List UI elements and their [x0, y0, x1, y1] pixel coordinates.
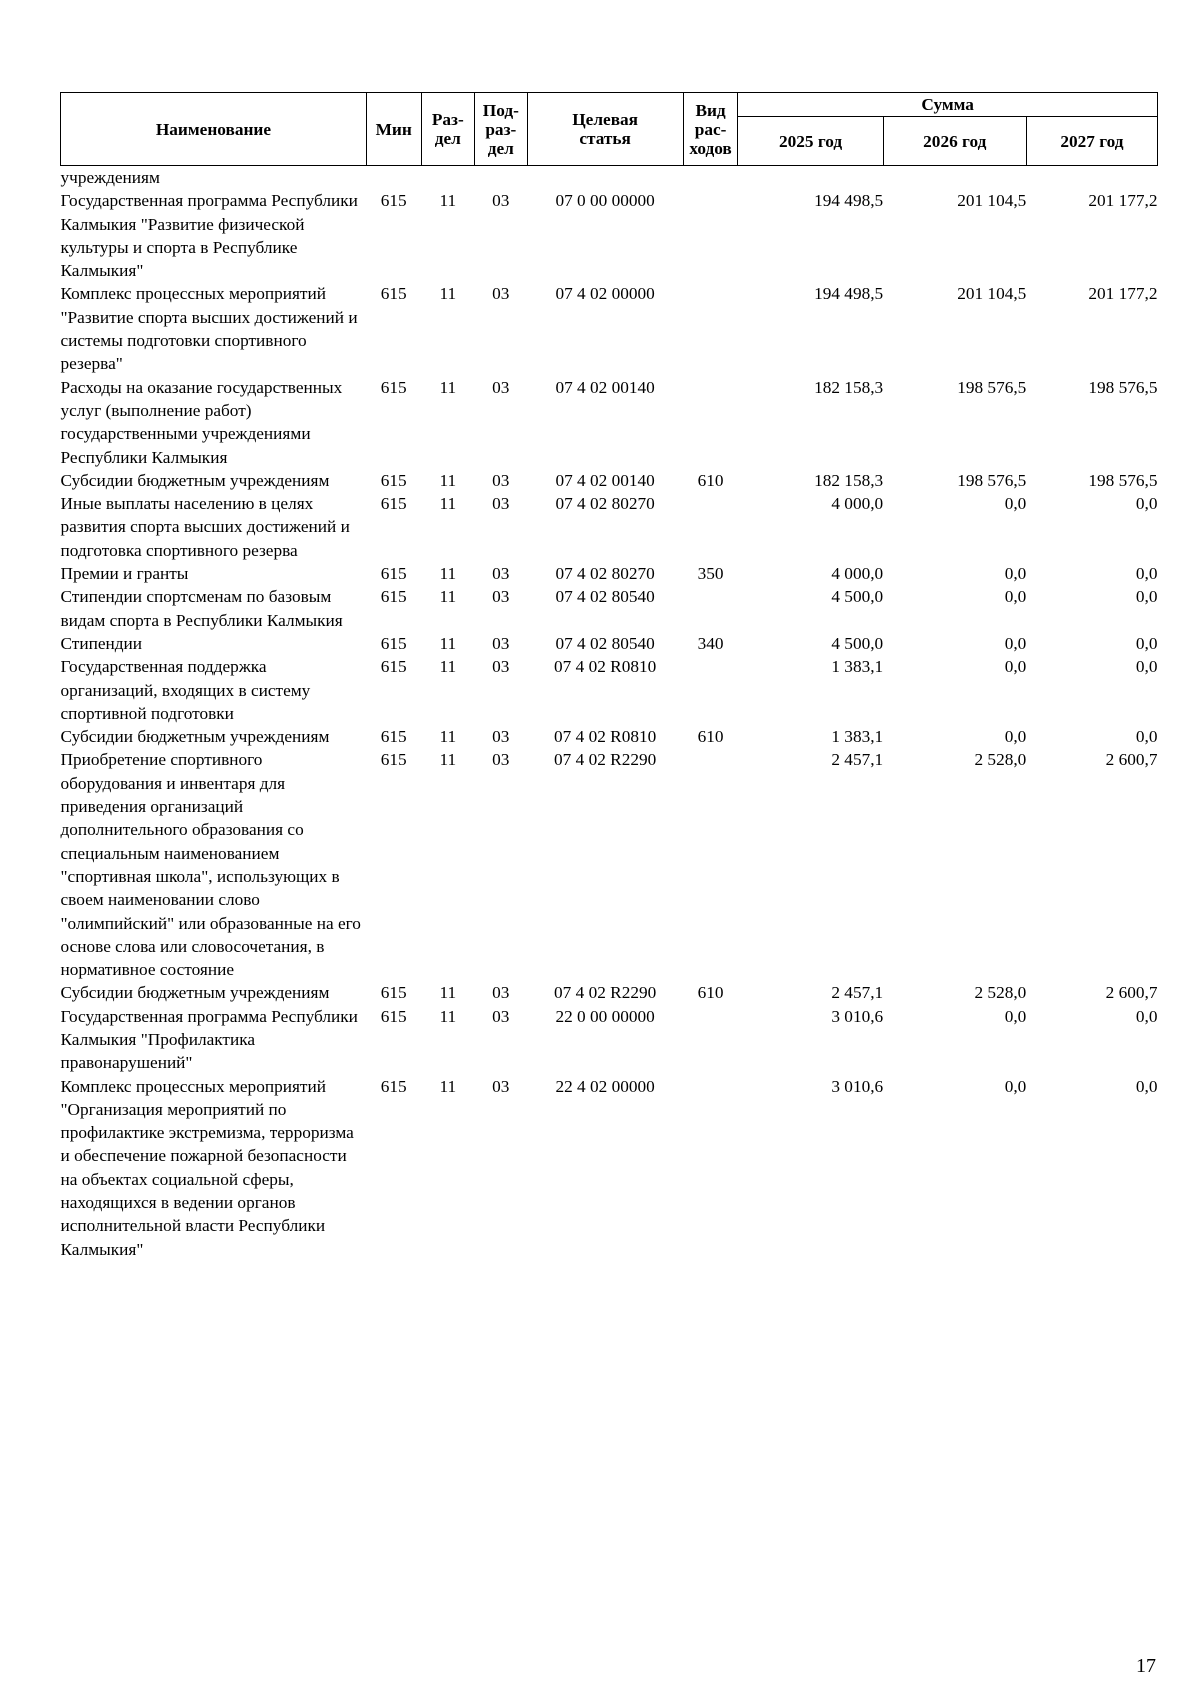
cell-razdel: 11 — [439, 587, 457, 607]
cell-razdel: 11 — [439, 1076, 457, 1096]
cell-name: Приобретение спортивного оборудования и инвентаря для приведения организаций дополнительного образования со специальным наименованием "спортивная школа", использующих в своем наименовании слово "олимпийский" или образованные на его основе слова или словосочетания, в нормативное состояние — [60, 750, 361, 980]
cell-name: Стипендии спортсменам по базовым видам спорта в Республики Калмыкия — [60, 587, 343, 630]
cell-sum-2025: 3 010,6 — [831, 1076, 884, 1096]
header-celevaya-statya: Целевая статья — [527, 93, 683, 166]
cell-sum-2026: 198 576,5 — [957, 377, 1027, 397]
table-row — [61, 1075, 1158, 1261]
cell-sum-2026: 0,0 — [1004, 494, 1027, 514]
cell-celevaya-statya: 07 4 02 00140 — [555, 470, 655, 490]
cell-sum-2026: 2 528,0 — [974, 750, 1027, 770]
cell-sum-2027: 0,0 — [1135, 587, 1158, 607]
cell-celevaya-statya: 22 0 00 00000 — [555, 1006, 655, 1026]
cell-min: 615 — [380, 377, 407, 397]
cell-name: Премии и гранты — [60, 564, 189, 584]
cell-vid-rashodov — [683, 748, 738, 981]
table-row — [61, 166, 1158, 190]
table-row — [61, 282, 1158, 375]
cell-sum-2027: 0,0 — [1135, 494, 1158, 514]
cell-min: 615 — [380, 750, 407, 770]
table-row — [61, 981, 1158, 1004]
cell-sum-2025: 194 498,5 — [814, 284, 884, 304]
cell-sum-2027: 2 600,7 — [1105, 983, 1158, 1003]
cell-celevaya-statya: 07 4 02 00140 — [555, 377, 655, 397]
table-row — [61, 469, 1158, 492]
cell-sum-2026: 198 576,5 — [957, 470, 1027, 490]
cell-sum-2026: 0,0 — [1004, 727, 1027, 747]
table-body — [61, 166, 1158, 1261]
cell-razdel: 11 — [439, 377, 457, 397]
cell-podrazdel: 03 — [492, 191, 510, 211]
cell-sum-2027 — [1026, 166, 1157, 190]
cell-vid-rashodov: 350 — [697, 564, 724, 584]
cell-name: Субсидии бюджетным учреждениям — [60, 470, 330, 490]
cell-name: Комплекс процессных мероприятий "Организация мероприятий по профилактике экстремизма, терроризма и обеспечение пожарной безопасности на объектах социальной сферы, находящихся в ведении органов исполнительной власти Республики Калмыкия" — [60, 1076, 354, 1259]
cell-podrazdel: 03 — [492, 657, 510, 677]
cell-vid-rashodov — [683, 1075, 738, 1261]
cell-podrazdel: 03 — [492, 587, 510, 607]
cell-vid-rashodov: 340 — [697, 633, 724, 653]
cell-min: 615 — [380, 983, 407, 1003]
cell-sum-2027: 2 600,7 — [1105, 750, 1158, 770]
cell-celevaya-statya: 07 0 00 00000 — [555, 191, 655, 211]
cell-sum-2027: 0,0 — [1135, 633, 1158, 653]
cell-min: 615 — [380, 470, 407, 490]
cell-celevaya-statya: 22 4 02 00000 — [555, 1076, 655, 1096]
cell-name: Государственная программа Республики Калмыкия "Профилактика правонарушений" — [60, 1006, 358, 1073]
cell-sum-2025: 182 158,3 — [814, 377, 884, 397]
cell-sum-2025: 2 457,1 — [831, 983, 884, 1003]
cell-razdel: 11 — [439, 657, 457, 677]
cell-razdel: 11 — [439, 633, 457, 653]
cell-sum-2026 — [883, 166, 1026, 190]
cell-name: Комплекс процессных мероприятий "Развитие спорта высших достижений и системы подготовки спортивного резерва" — [60, 284, 358, 374]
header-year-2025: 2025 год — [738, 117, 883, 166]
cell-podrazdel: 03 — [492, 1006, 510, 1026]
cell-celevaya-statya: 07 4 02 80270 — [555, 494, 655, 514]
cell-sum-2027: 0,0 — [1135, 657, 1158, 677]
cell-min: 615 — [380, 1076, 407, 1096]
cell-razdel: 11 — [439, 750, 457, 770]
cell-name: Иные выплаты населению в целях развития спорта высших достижений и подготовка спортивного резерва — [60, 494, 350, 560]
cell-razdel: 11 — [439, 727, 457, 747]
cell-vid-rashodov — [683, 376, 738, 469]
cell-sum-2025: 3 010,6 — [831, 1006, 884, 1026]
cell-min: 615 — [380, 494, 407, 514]
table-row — [61, 725, 1158, 748]
cell-razdel: 11 — [439, 1006, 457, 1026]
table-row — [61, 562, 1158, 585]
cell-sum-2026: 0,0 — [1004, 587, 1027, 607]
cell-sum-2025: 194 498,5 — [814, 191, 884, 211]
table-row — [61, 748, 1158, 981]
cell-sum-2026: 201 104,5 — [957, 284, 1027, 304]
cell-celevaya-statya: 07 4 02 80270 — [555, 564, 655, 584]
cell-podrazdel: 03 — [492, 727, 510, 747]
cell-sum-2026: 0,0 — [1004, 633, 1027, 653]
cell-min: 615 — [380, 564, 407, 584]
cell-vid-rashodov — [683, 492, 738, 562]
table-row — [61, 632, 1158, 655]
cell-vid-rashodov — [683, 166, 738, 190]
cell-sum-2026: 0,0 — [1004, 1006, 1027, 1026]
table-row — [61, 1005, 1158, 1075]
cell-celevaya-statya: 07 4 02 R0810 — [554, 657, 657, 677]
cell-vid-rashodov — [683, 282, 738, 375]
cell-razdel: 11 — [439, 470, 457, 490]
cell-podrazdel: 03 — [492, 633, 510, 653]
cell-podrazdel: 03 — [492, 1076, 510, 1096]
cell-celevaya-statya: 07 4 02 80540 — [555, 633, 655, 653]
cell-celevaya-statya: 07 4 02 R2290 — [554, 983, 657, 1003]
header-year-2026: 2026 год — [883, 117, 1026, 166]
cell-min: 615 — [380, 633, 407, 653]
cell-razdel: 11 — [439, 564, 457, 584]
cell-sum-2026: 0,0 — [1004, 1076, 1027, 1096]
cell-sum-2025 — [738, 166, 883, 190]
cell-podrazdel: 03 — [492, 470, 510, 490]
cell-sum-2027: 198 576,5 — [1088, 377, 1158, 397]
header-year-2027: 2027 год — [1026, 117, 1157, 166]
cell-razdel: 11 — [439, 983, 457, 1003]
header-min: Мин — [366, 93, 421, 166]
cell-name: Субсидии бюджетным учреждениям — [60, 727, 330, 747]
cell-sum-2025: 182 158,3 — [814, 470, 884, 490]
cell-min: 615 — [380, 1006, 407, 1026]
cell-min: 615 — [380, 727, 407, 747]
cell-sum-2027: 0,0 — [1135, 564, 1158, 584]
table-header — [61, 93, 1158, 166]
page-number: 17 — [1136, 1655, 1156, 1677]
cell-celevaya-statya: 07 4 02 R0810 — [554, 727, 657, 747]
cell-podrazdel: 03 — [492, 983, 510, 1003]
header-podrazdel: Под- раз- дел — [475, 93, 527, 166]
table-row — [61, 585, 1158, 632]
cell-name: Расходы на оказание государственных услуг (выполнение работ) государственными учреждениями Республики Калмыкия — [60, 377, 343, 467]
cell-vid-rashodov: 610 — [697, 727, 724, 747]
cell-sum-2027: 201 177,2 — [1088, 284, 1158, 304]
cell-sum-2026: 2 528,0 — [974, 983, 1027, 1003]
cell-razdel: 11 — [439, 284, 457, 304]
budget-table — [60, 92, 1158, 1261]
table-row — [61, 492, 1158, 562]
cell-vid-rashodov: 610 — [697, 470, 724, 490]
cell-sum-2025: 4 500,0 — [831, 633, 884, 653]
cell-vid-rashodov — [683, 585, 738, 632]
header-razdel: Раз- дел — [421, 93, 475, 166]
header-vid-rashodov: Вид рас- ходов — [683, 93, 738, 166]
cell-vid-rashodov — [683, 189, 738, 282]
cell-sum-2025: 2 457,1 — [831, 750, 884, 770]
cell-sum-2027: 198 576,5 — [1088, 470, 1158, 490]
cell-name: Субсидии бюджетным учреждениям — [60, 983, 330, 1003]
cell-vid-rashodov — [683, 1005, 738, 1075]
cell-sum-2026: 0,0 — [1004, 564, 1027, 584]
cell-name: учреждениям — [60, 168, 160, 187]
cell-razdel: 11 — [439, 494, 457, 514]
table-row — [61, 189, 1158, 282]
cell-sum-2026: 0,0 — [1004, 657, 1027, 677]
cell-min: 615 — [380, 191, 407, 211]
cell-podrazdel: 03 — [492, 377, 510, 397]
cell-sum-2027: 201 177,2 — [1088, 191, 1158, 211]
cell-podrazdel — [475, 166, 527, 190]
cell-sum-2025: 4 000,0 — [831, 564, 884, 584]
cell-sum-2027: 0,0 — [1135, 1076, 1158, 1096]
cell-name: Государственная программа Республики Калмыкия "Развитие физической культуры и спорта в Республике Калмыкия" — [60, 191, 358, 281]
cell-min: 615 — [380, 587, 407, 607]
cell-sum-2025: 1 383,1 — [831, 727, 884, 747]
cell-sum-2025: 4 500,0 — [831, 587, 884, 607]
cell-sum-2027: 0,0 — [1135, 727, 1158, 747]
cell-podrazdel: 03 — [492, 564, 510, 584]
cell-celevaya-statya — [527, 166, 683, 190]
cell-sum-2026: 201 104,5 — [957, 191, 1027, 211]
cell-podrazdel: 03 — [492, 494, 510, 514]
cell-celevaya-statya: 07 4 02 00000 — [555, 284, 655, 304]
cell-razdel: 11 — [439, 191, 457, 211]
table-row — [61, 376, 1158, 469]
header-summa: Сумма — [738, 93, 1158, 117]
table-row — [61, 655, 1158, 725]
header-name: Наименование — [61, 93, 367, 166]
cell-min: 615 — [380, 657, 407, 677]
cell-min — [366, 166, 421, 190]
cell-podrazdel: 03 — [492, 284, 510, 304]
cell-vid-rashodov — [683, 655, 738, 725]
cell-name: Государственная поддержка организаций, входящих в систему спортивной подготовки — [60, 657, 311, 723]
cell-name: Стипендии — [60, 633, 143, 653]
cell-sum-2025: 4 000,0 — [831, 494, 884, 514]
cell-sum-2027: 0,0 — [1135, 1006, 1158, 1026]
cell-min: 615 — [380, 284, 407, 304]
cell-celevaya-statya: 07 4 02 80540 — [555, 587, 655, 607]
cell-vid-rashodov: 610 — [697, 983, 724, 1003]
cell-celevaya-statya: 07 4 02 R2290 — [554, 750, 657, 770]
cell-podrazdel: 03 — [492, 750, 510, 770]
cell-razdel — [421, 166, 475, 190]
cell-sum-2025: 1 383,1 — [831, 657, 884, 677]
